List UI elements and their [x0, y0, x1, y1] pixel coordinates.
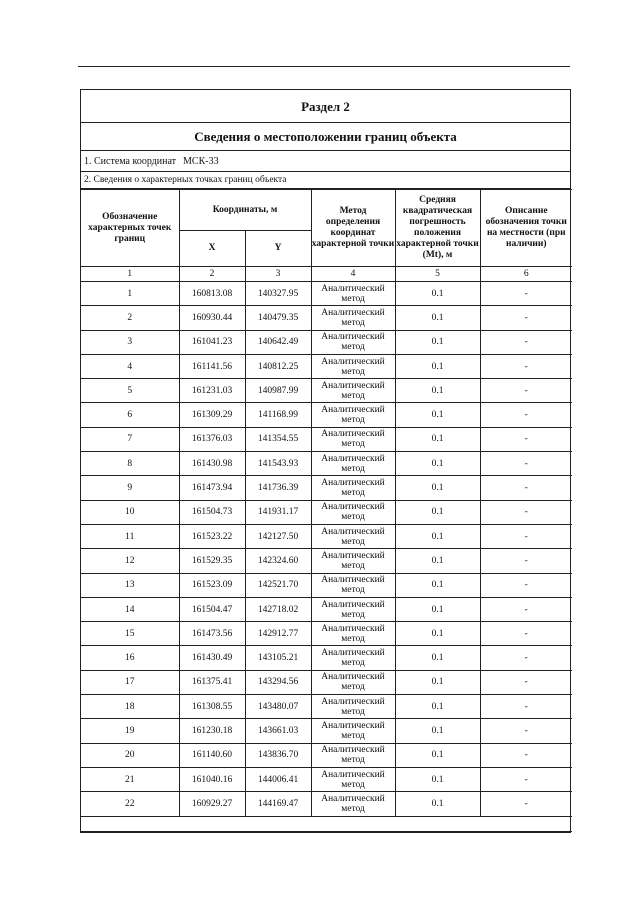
y-coordinate-cell: 140327.95: [245, 282, 311, 306]
accuracy-cell: 0.1: [395, 500, 480, 524]
column-number: 3: [245, 267, 311, 282]
section-sheet: [80, 89, 571, 833]
x-coordinate-cell: 161504.47: [179, 597, 245, 621]
section-title: Раздел 2: [81, 90, 570, 123]
method-cell: Аналитический метод: [311, 427, 395, 451]
table-row: [81, 306, 572, 330]
table-row: [81, 500, 572, 524]
point-number-cell: 15: [81, 622, 179, 646]
x-coordinate-cell: 161504.73: [179, 500, 245, 524]
point-number-cell: 2: [81, 306, 179, 330]
y-coordinate-cell: 141736.39: [245, 476, 311, 500]
header-description: Описание обозначения точки на местности (при наличии): [480, 190, 572, 267]
description-cell: -: [480, 524, 572, 548]
x-coordinate-cell: 160930.44: [179, 306, 245, 330]
method-cell: Аналитический метод: [311, 767, 395, 791]
method-cell: Аналитический метод: [311, 719, 395, 743]
description-cell: -: [480, 549, 572, 573]
point-number-cell: 7: [81, 427, 179, 451]
accuracy-cell: 0.1: [395, 452, 480, 476]
blank-cell: [81, 816, 572, 831]
method-cell: Аналитический метод: [311, 354, 395, 378]
y-coordinate-cell: 143661.03: [245, 719, 311, 743]
point-number-cell: 14: [81, 597, 179, 621]
header-x: X: [179, 231, 245, 267]
point-number-cell: 9: [81, 476, 179, 500]
method-cell: Аналитический метод: [311, 282, 395, 306]
description-cell: -: [480, 573, 572, 597]
y-coordinate-cell: 142521.70: [245, 573, 311, 597]
method-cell: Аналитический метод: [311, 403, 395, 427]
point-number-cell: 11: [81, 524, 179, 548]
table-row: [81, 719, 572, 743]
method-cell: Аналитический метод: [311, 597, 395, 621]
accuracy-cell: 0.1: [395, 549, 480, 573]
y-coordinate-cell: 142127.50: [245, 524, 311, 548]
accuracy-cell: 0.1: [395, 306, 480, 330]
point-number-cell: 1: [81, 282, 179, 306]
x-coordinate-cell: 161430.49: [179, 646, 245, 670]
x-coordinate-cell: 160929.27: [179, 792, 245, 816]
description-cell: -: [480, 743, 572, 767]
accuracy-cell: 0.1: [395, 646, 480, 670]
point-number-cell: 3: [81, 330, 179, 354]
method-cell: Аналитический метод: [311, 573, 395, 597]
accuracy-cell: 0.1: [395, 792, 480, 816]
point-number-cell: 20: [81, 743, 179, 767]
description-cell: -: [480, 354, 572, 378]
accuracy-cell: 0.1: [395, 379, 480, 403]
point-number-cell: 19: [81, 719, 179, 743]
coordinate-system-label: 1. Система координат: [84, 156, 177, 167]
accuracy-cell: 0.1: [395, 354, 480, 378]
description-cell: -: [480, 452, 572, 476]
description-cell: -: [480, 306, 572, 330]
point-number-cell: 13: [81, 573, 179, 597]
description-cell: -: [480, 670, 572, 694]
accuracy-cell: 0.1: [395, 670, 480, 694]
point-number-cell: 6: [81, 403, 179, 427]
method-cell: Аналитический метод: [311, 646, 395, 670]
y-coordinate-cell: 140987.99: [245, 379, 311, 403]
x-coordinate-cell: 161308.55: [179, 695, 245, 719]
description-cell: -: [480, 379, 572, 403]
method-cell: Аналитический метод: [311, 500, 395, 524]
coordinate-system-value: МСК-33: [183, 156, 219, 167]
table-row: [81, 646, 572, 670]
x-coordinate-cell: 161231.03: [179, 379, 245, 403]
table-row: [81, 379, 572, 403]
accuracy-cell: 0.1: [395, 282, 480, 306]
method-cell: Аналитический метод: [311, 670, 395, 694]
y-coordinate-cell: 143480.07: [245, 695, 311, 719]
x-coordinate-cell: 161473.56: [179, 622, 245, 646]
method-cell: Аналитический метод: [311, 306, 395, 330]
description-cell: -: [480, 622, 572, 646]
description-cell: -: [480, 403, 572, 427]
y-coordinate-cell: 143294.56: [245, 670, 311, 694]
point-number-cell: 16: [81, 646, 179, 670]
table-row: [81, 670, 572, 694]
point-number-cell: 12: [81, 549, 179, 573]
x-coordinate-cell: 161523.22: [179, 524, 245, 548]
table-row: [81, 403, 572, 427]
y-coordinate-cell: 140642.49: [245, 330, 311, 354]
description-cell: -: [480, 646, 572, 670]
y-coordinate-cell: 144006.41: [245, 767, 311, 791]
table-row: [81, 767, 572, 791]
column-number: 6: [480, 267, 572, 282]
method-cell: Аналитический метод: [311, 476, 395, 500]
x-coordinate-cell: 160813.08: [179, 282, 245, 306]
description-cell: -: [480, 719, 572, 743]
x-coordinate-cell: 161141.56: [179, 354, 245, 378]
boundary-points-table: [81, 189, 572, 832]
accuracy-cell: 0.1: [395, 403, 480, 427]
table-row: [81, 573, 572, 597]
method-cell: Аналитический метод: [311, 622, 395, 646]
table-row: [81, 743, 572, 767]
method-cell: Аналитический метод: [311, 379, 395, 403]
method-cell: Аналитический метод: [311, 524, 395, 548]
method-cell: Аналитический метод: [311, 792, 395, 816]
table-row: [81, 330, 572, 354]
method-cell: Аналитический метод: [311, 743, 395, 767]
method-cell: Аналитический метод: [311, 695, 395, 719]
y-coordinate-cell: 142912.77: [245, 622, 311, 646]
table-row: [81, 427, 572, 451]
table-row: [81, 597, 572, 621]
point-number-cell: 18: [81, 695, 179, 719]
table-row: [81, 622, 572, 646]
method-cell: Аналитический метод: [311, 452, 395, 476]
description-cell: -: [480, 695, 572, 719]
column-number: 4: [311, 267, 395, 282]
x-coordinate-cell: 161376.03: [179, 427, 245, 451]
description-cell: -: [480, 476, 572, 500]
accuracy-cell: 0.1: [395, 743, 480, 767]
x-coordinate-cell: 161523.09: [179, 573, 245, 597]
header-y: Y: [245, 231, 311, 267]
description-cell: -: [480, 767, 572, 791]
accuracy-cell: 0.1: [395, 524, 480, 548]
accuracy-cell: 0.1: [395, 622, 480, 646]
points-heading: 2. Сведения о характерных точках границ объекта: [81, 172, 570, 189]
y-coordinate-cell: 144169.47: [245, 792, 311, 816]
method-cell: Аналитический метод: [311, 549, 395, 573]
accuracy-cell: 0.1: [395, 330, 480, 354]
x-coordinate-cell: 161041.23: [179, 330, 245, 354]
table-row: [81, 524, 572, 548]
y-coordinate-cell: 143105.21: [245, 646, 311, 670]
accuracy-cell: 0.1: [395, 719, 480, 743]
y-coordinate-cell: 142718.02: [245, 597, 311, 621]
coordinate-system-row: [81, 151, 570, 172]
accuracy-cell: 0.1: [395, 427, 480, 451]
description-cell: -: [480, 597, 572, 621]
point-number-cell: 4: [81, 354, 179, 378]
table-row: [81, 354, 572, 378]
accuracy-cell: 0.1: [395, 573, 480, 597]
table-row: [81, 282, 572, 306]
table-body: [81, 282, 572, 817]
x-coordinate-cell: 161430.98: [179, 452, 245, 476]
accuracy-cell: 0.1: [395, 597, 480, 621]
table-row: [81, 452, 572, 476]
blank-row: [81, 816, 572, 831]
description-cell: -: [480, 282, 572, 306]
x-coordinate-cell: 161309.29: [179, 403, 245, 427]
header-method: Метод определения координат характерной точки: [311, 190, 395, 267]
point-number-cell: 22: [81, 792, 179, 816]
x-coordinate-cell: 161375.41: [179, 670, 245, 694]
point-number-cell: 21: [81, 767, 179, 791]
y-coordinate-cell: 143836.70: [245, 743, 311, 767]
header-coordinates: Координаты, м: [179, 190, 311, 231]
accuracy-cell: 0.1: [395, 476, 480, 500]
table-row: [81, 549, 572, 573]
accuracy-cell: 0.1: [395, 767, 480, 791]
x-coordinate-cell: 161529.35: [179, 549, 245, 573]
column-number: 5: [395, 267, 480, 282]
column-numbers-row: [81, 267, 572, 282]
y-coordinate-cell: 141168.99: [245, 403, 311, 427]
header-accuracy: Средняя квадратическая погрешность положения характерной точки (Mt), м: [395, 190, 480, 267]
x-coordinate-cell: 161140.60: [179, 743, 245, 767]
table-row: [81, 695, 572, 719]
point-number-cell: 10: [81, 500, 179, 524]
point-number-cell: 5: [81, 379, 179, 403]
description-cell: -: [480, 792, 572, 816]
header-designation: Обозначение характерных точек границ: [81, 190, 179, 267]
y-coordinate-cell: 140479.35: [245, 306, 311, 330]
top-rule: [78, 66, 570, 67]
column-number: 2: [179, 267, 245, 282]
method-cell: Аналитический метод: [311, 330, 395, 354]
x-coordinate-cell: 161040.16: [179, 767, 245, 791]
table-row: [81, 476, 572, 500]
y-coordinate-cell: 142324.60: [245, 549, 311, 573]
accuracy-cell: 0.1: [395, 695, 480, 719]
column-number: 1: [81, 267, 179, 282]
table-row: [81, 792, 572, 816]
x-coordinate-cell: 161230.18: [179, 719, 245, 743]
x-coordinate-cell: 161473.94: [179, 476, 245, 500]
description-cell: -: [480, 500, 572, 524]
y-coordinate-cell: 141543.93: [245, 452, 311, 476]
y-coordinate-cell: 141354.55: [245, 427, 311, 451]
point-number-cell: 8: [81, 452, 179, 476]
section-subtitle: Сведения о местоположении границ объекта: [81, 123, 570, 151]
y-coordinate-cell: 141931.17: [245, 500, 311, 524]
y-coordinate-cell: 140812.25: [245, 354, 311, 378]
description-cell: -: [480, 427, 572, 451]
point-number-cell: 17: [81, 670, 179, 694]
description-cell: -: [480, 330, 572, 354]
